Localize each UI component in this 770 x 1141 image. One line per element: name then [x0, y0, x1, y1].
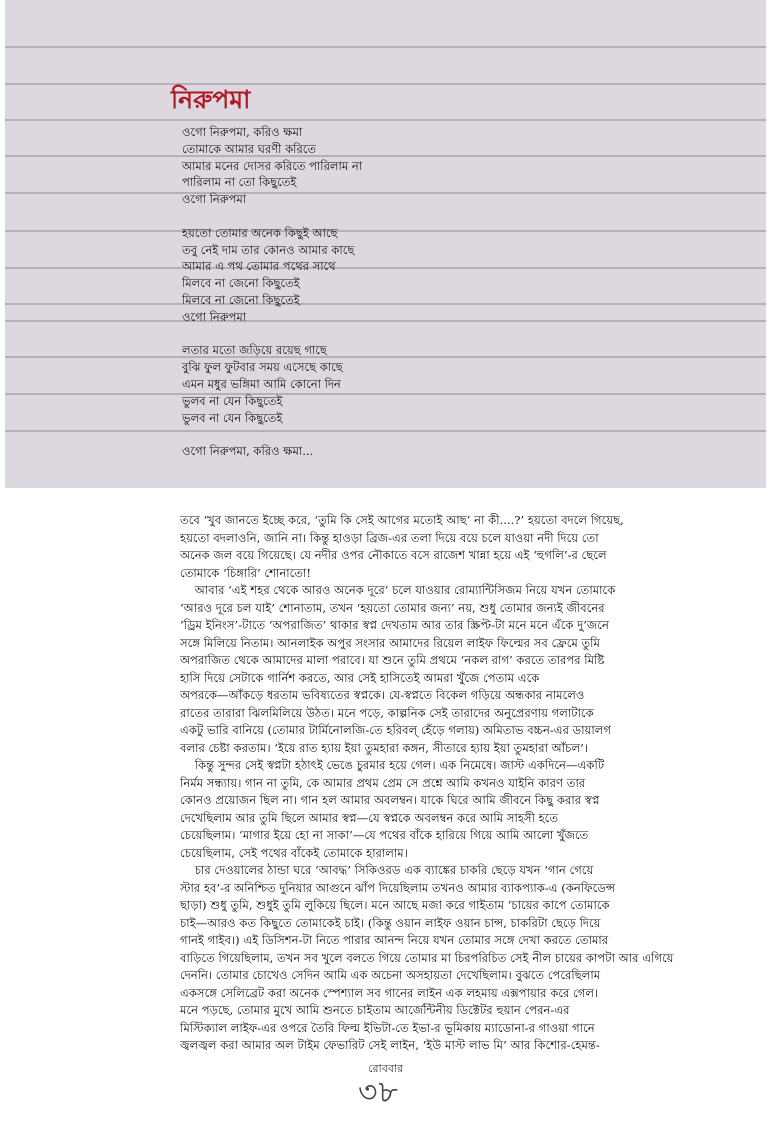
- poem-line: ভুলব না যেন কিছুতেই: [182, 410, 283, 425]
- prose-line: চাই—আরও কত কিছুতে তোমাকেই চাই। (কিন্তু ওয়ান লাইফ ওয়ান চান্স, চাকরিটা ছেড়ে দিয়ে: [180, 915, 601, 930]
- prose-line: চেয়েছিলাম। ‘মাগার ইয়ে হো না সাকা’—যে পথের বাঁকে হারিয়ে গিয়ে আমি আলো খুঁজতে: [180, 828, 589, 842]
- prose-line: কিন্তু সুন্দর সেই স্বপ্নটা হঠাৎই ভেঙে চুরমার হয়ে গেল। এক নিমেষে। জাস্ট একদিনে—একটি: [180, 758, 605, 772]
- stanza-break: [182, 208, 362, 225]
- prose-line: গানই গাইব।) এই ডিসিশন-টা নিতে পারার আনন্দ নিয়ে যখন তোমার সঙ্গে দেখা করতে তোমার: [180, 933, 609, 947]
- poem-line: তবু নেই দাম তার কোনও আমার কাছে: [182, 242, 355, 257]
- poem-panel: [5, 0, 766, 488]
- poem-line: আমার মনের দোসর করিতে পারিলাম না: [182, 158, 363, 173]
- prose-line: দেননি। তোমার চোখেও সেদিন আমি এক অচেনা অসহায়তা দেখেছিলাম। বুঝতে পেরেছিলাম: [180, 968, 601, 982]
- prose-line: চেয়েছিলাম, সেই পথের বাঁকেই তোমাকে হারালাম।: [180, 845, 408, 860]
- prose-line: একটু ভারি বানিয়ে (তোমার টার্মিনোলজি-তে হরিবল্ হেঁড়ে গলায়) অমিতাভ বচ্চন-এর ডায়ালগ: [180, 723, 611, 737]
- prose-line: সঙ্গে মিলিয়ে নিতাম। আনলাইক অপুর সংসার আমাদের রিয়েল লাইফ ফিল্মের সব ফ্রেমে তুমি: [180, 635, 600, 650]
- prose-line: তোমাকে ‘চিঙ্গারি’ শোনাতো!: [180, 565, 311, 580]
- poem-line: ভুলব না যেন কিছুতেই: [182, 393, 283, 408]
- ruled-lines: [5, 0, 766, 488]
- prose-line: রাতের তারারা ঝিলমিলিয়ে উঠত। মনে পড়ে, কাল্পনিক সেই তারাদের অনুপ্রেরণায় গলাটাকে: [180, 705, 594, 720]
- prose-line: ‘ড্রিম ইনিংস’-টাতে ‘অপরাজিত’ থাকার স্বপ্ন দেখতাম আর তার স্ক্রিপ্ট-টা মনে মনে এঁকে দু’জনে: [180, 618, 609, 632]
- prose-line: অপরাজিত থেকে আমাদের মালা পরাবে। যা শুনে তুমি প্রথমে ‘নকল রাগ’ করতে তারপর মিষ্টি: [180, 653, 605, 667]
- poem-line: আমার এ পথ তোমার পথের সাথে: [182, 259, 336, 274]
- stanza-break: [182, 326, 362, 343]
- poem-line: ওগো নিরুপমা: [182, 309, 247, 324]
- prose-line: বলার চেষ্টা করতাম। ‘ইয়ে রাত হ্যায় ইয়া তুমহারা কঙ্গন, সীতারে হ্যায় ইয়া তুমহারা আঁচল’।: [180, 740, 588, 755]
- prose-line: নির্মম সন্ধ্যায়। গান না তুমি, কে আমার প্রথম প্রেম সে প্রশ্নে আমি কখনও যাইনি কারণ তার: [180, 775, 586, 790]
- prose-line: তবে ‘খুব জানতে ইচ্ছে করে, ‘তুমি কি সেই আগের মতোই আছ’ না কী....?’ হয়তো বদলে গিয়েছ,: [180, 513, 624, 527]
- poem-line: ওগো নিরুপমা, করিও ক্ষমা: [182, 125, 303, 139]
- prose-line: মনে পড়ছে, তোমার মুখে আমি শুনতে চাইতাম আর্জেন্টিনীয় ডিক্টেটর হুয়ান পেরন-এর: [180, 1003, 570, 1017]
- prose-line: মিস্টিক্যাল লাইফ-এর ওপরে তৈরি ফিল্ম ইভিটা-তে ইভা-র ভূমিকায় ম্যাডোনা-র গাওয়া গানে: [180, 1020, 595, 1035]
- magazine-label: রোববার: [368, 1062, 404, 1075]
- poem-line: মিলবে না জেনো কিছুতেই: [182, 292, 300, 307]
- poem-line: তোমাকে আমার ঘরণী করিতে: [182, 141, 317, 156]
- poem-line: বুঝি ফুল ফুটবার সময় এসেছে কাছে: [182, 360, 343, 375]
- prose-line: অপরকে—আঁকড়ে ধরতাম ভবিষ্যতের স্বপ্নকে। যে-স্বপ্নতে বিকেল গড়িয়ে অন্ধকার নামলেও: [180, 688, 585, 702]
- prose-line: স্টার হব’-র অনিশ্চিত দুনিয়ার আগুনে ঝাঁপ দিয়েছিলাম তখনও আমার ব্যাকপ্যাক-এ (কনফিডেন্স: [180, 880, 615, 895]
- prose-line: হাসি দিয়ে সেটাকে গার্নিশ করতে, আর সেই হাসিতেই আমরা খুঁজে পেতাম একে: [180, 670, 540, 685]
- stanza-break: [182, 426, 362, 443]
- page-number: ৩৮: [358, 1075, 399, 1110]
- poem-body: [182, 124, 362, 460]
- prose-line: জ্বলজ্বল করা আমার অল টাইম ফেভারিট সেই লাইন, ‘ইউ মাস্ট লাভ মি’ আর কিশোর-হেমন্ত-: [180, 1038, 600, 1052]
- prose-line: হয়তো বদলাওনি, জানি না। কিন্তু হাওড়া ব্রিজ-এর তলা দিয়ে বয়ে চলে যাওয়া নদী দিয়ে তো: [180, 530, 599, 545]
- poem-line: মিলবে না জেনো কিছুতেই: [182, 276, 300, 291]
- poem-line: পারিলাম না তো কিছুতেই: [182, 175, 297, 190]
- prose-line: দেখেছিলাম আর তুমি ছিলে আমার স্বপ্ন—যে স্বপ্নকে অবলম্বন করে আমি সাহসী হতে: [180, 810, 559, 825]
- article-body: [180, 512, 765, 1055]
- prose-line: ‘আরও দূরে চল যাই’ শোনাতাম, তখন ‘হয়তো তোমার জন্য’ নয়, শুধু তোমার জন্যই জীবনের: [180, 600, 605, 615]
- prose-line: বাড়িতে গিয়েছিলাম, তখন সব খুলে বলতে গিয়ে তোমার মা চিরপরিচিত সেই নীল চায়ের কাপটা আর এগিয়ে: [180, 950, 674, 965]
- prose-line: চার দেওয়ালের ঠান্ডা ঘরে ‘আবদ্ধ’ সিকিওরড এক ব্যাঙ্কের চাকরি ছেড়ে যখন ‘গান গেয়ে: [180, 863, 594, 877]
- prose-line: একসঙ্গে সেলিব্রেট করা অনেক স্পেশ্যাল সব গানের লাইন এক লহমায় এক্সপায়ার করে গেল।: [180, 985, 599, 1000]
- poem-line: এমন মধুর ভঙ্গিমা আমি কোনো দিন: [182, 376, 341, 391]
- prose-line: অনেক জল বয়ে গিয়েছে। যে নদীর ওপর নৌকাতে বসে রাজেশ খান্না হয়ে এই ‘হুগলি’-র ছেলে: [180, 548, 607, 562]
- poem-line: হয়তো তোমার অনেক কিছুই আছে: [182, 225, 338, 240]
- poem-title: নিরুপমা: [171, 85, 251, 114]
- poem-line: লতার মতো জড়িয়ে রয়েছ গাছে: [182, 343, 327, 358]
- prose-line: আবার ‘এই শহর থেকে আরও অনেক দূরে’ চলে যাওয়ার রোম্যান্টিসিজম নিয়ে যখন তোমাকে: [180, 583, 616, 597]
- prose-line: ছাড়া) শুধু তুমি, শুধুই তুমি লুকিয়ে ছিলে। মনে আছে মজা করে গাইতাম ‘চায়ের কাপে তোমাকে: [180, 898, 610, 912]
- poem-line: ওগো নিরুপমা: [182, 192, 247, 207]
- poem-line: ওগো নিরুপমা, করিও ক্ষমা...: [182, 444, 314, 459]
- prose-line: কোনও প্রয়োজন ছিল না। গান হল আমার অবলম্বন। যাকে ঘিরে আমি জীবনে কিছু করার স্বপ্ন: [180, 793, 600, 807]
